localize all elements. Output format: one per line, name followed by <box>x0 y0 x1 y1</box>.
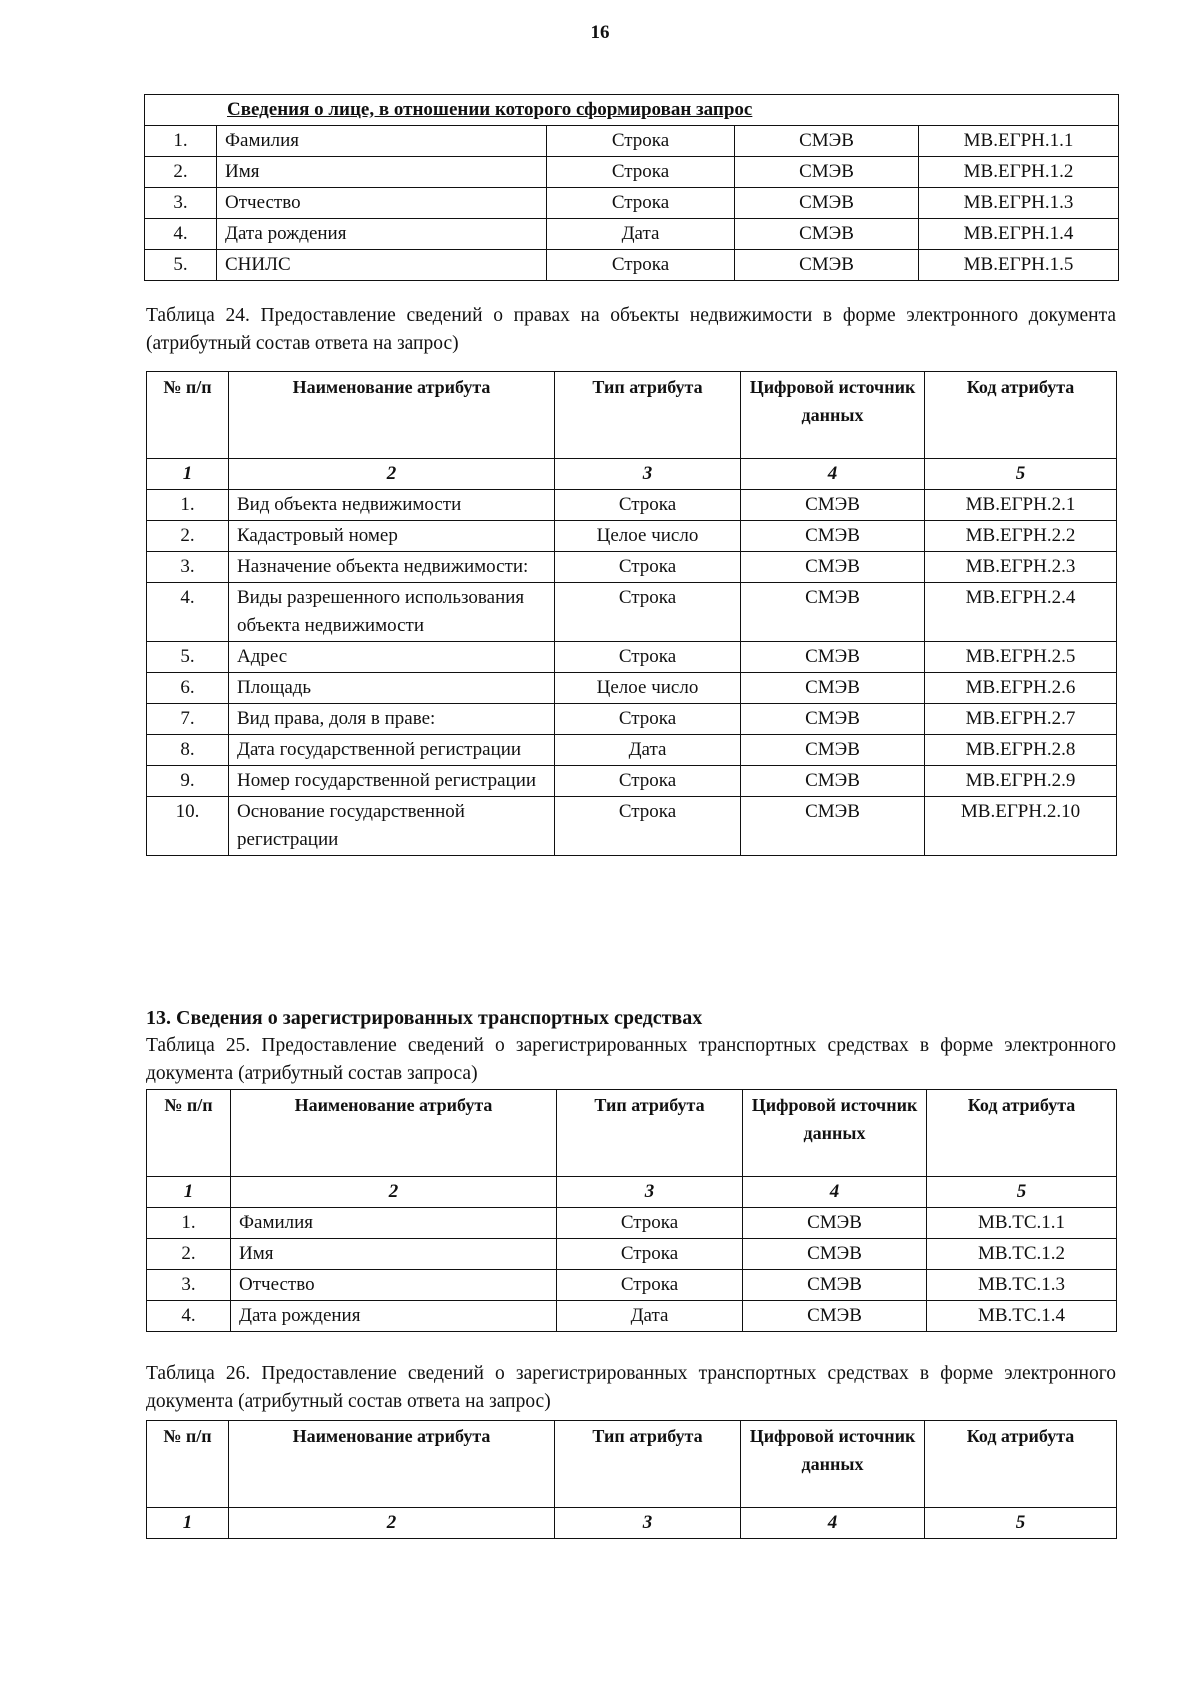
cell-name: Дата государственной регистрации <box>229 735 555 766</box>
table-header-row <box>147 372 1117 459</box>
cell-number: 10. <box>147 797 229 856</box>
page-number: 16 <box>590 22 610 43</box>
cell-name: Виды разрешенного использования объекта недвижимости <box>229 583 555 642</box>
table-24 <box>146 371 1117 856</box>
cell-name: Имя <box>231 1239 557 1270</box>
cell-source: СМЭВ <box>741 797 925 856</box>
table-row <box>147 521 1117 552</box>
table-24-caption: Таблица 24. Предоставление сведений о правах на объекты недвижимости в форме электронного документа (атрибутный состав ответа на запрос) <box>146 305 1116 354</box>
cell-type: Строка <box>555 583 741 642</box>
cell-code: МВ.ЕГРН.2.4 <box>925 583 1117 642</box>
column-number: 4 <box>741 1508 925 1539</box>
cell-name: Фамилия <box>217 126 547 157</box>
column-number: 4 <box>743 1177 927 1208</box>
table-row <box>147 490 1117 521</box>
cell-source: СМЭВ <box>741 552 925 583</box>
cell-type: Строка <box>555 797 741 856</box>
cell-source: СМЭВ <box>741 642 925 673</box>
cell-name: Назначение объекта недвижимости: <box>229 552 555 583</box>
cell-code: МВ.ЕГРН.2.3 <box>925 552 1117 583</box>
cell-type: Строка <box>557 1208 743 1239</box>
cell-name: Дата рождения <box>217 219 547 250</box>
header-type: Тип атрибута <box>555 372 741 459</box>
header-code: Код атрибута <box>925 372 1117 459</box>
column-number: 1 <box>147 459 229 490</box>
cell-type: Строка <box>547 126 735 157</box>
column-number: 3 <box>557 1177 743 1208</box>
header-number: № п/п <box>147 1421 229 1508</box>
cell-name: Фамилия <box>231 1208 557 1239</box>
cell-name: СНИЛС <box>217 250 547 281</box>
cell-type: Строка <box>547 250 735 281</box>
cell-number: 3. <box>147 552 229 583</box>
cell-type: Строка <box>555 704 741 735</box>
cell-number: 1. <box>145 126 217 157</box>
cell-code: МВ.ТС.1.1 <box>927 1208 1117 1239</box>
cell-name: Площадь <box>229 673 555 704</box>
section-13-heading: 13. Сведения о зарегистрированных транспортных средствах <box>146 1007 703 1029</box>
table-26-caption: Таблица 26. Предоставление сведений о зарегистрированных транспортных средствах в форме электронного документа (атрибутный состав ответа на запрос) <box>146 1363 1116 1412</box>
cell-number: 1. <box>147 1208 231 1239</box>
cell-source: СМЭВ <box>741 766 925 797</box>
cell-name: Номер государственной регистрации <box>229 766 555 797</box>
cell-code: МВ.ТС.1.2 <box>927 1239 1117 1270</box>
table-row <box>145 157 1119 188</box>
cell-source: СМЭВ <box>741 490 925 521</box>
cell-name: Вид права, доля в праве: <box>229 704 555 735</box>
cell-type: Строка <box>555 552 741 583</box>
column-number: 4 <box>741 459 925 490</box>
cell-source: СМЭВ <box>743 1270 927 1301</box>
cell-code: МВ.ЕГРН.2.2 <box>925 521 1117 552</box>
cell-code: МВ.ТС.1.4 <box>927 1301 1117 1332</box>
header-source: Цифровой источник данных <box>741 1421 925 1508</box>
header-name: Наименование атрибута <box>229 372 555 459</box>
table-section-row <box>145 95 1119 126</box>
header-name: Наименование атрибута <box>229 1421 555 1508</box>
table-row <box>145 250 1119 281</box>
header-source: Цифровой источник данных <box>743 1090 927 1177</box>
header-source: Цифровой источник данных <box>741 372 925 459</box>
column-number: 2 <box>229 459 555 490</box>
table-row <box>147 735 1117 766</box>
cell-code: МВ.ЕГРН.2.8 <box>925 735 1117 766</box>
cell-number: 3. <box>145 188 217 219</box>
cell-type: Целое число <box>555 673 741 704</box>
cell-code: МВ.ЕГРН.2.9 <box>925 766 1117 797</box>
cell-number: 8. <box>147 735 229 766</box>
cell-code: МВ.ЕГРН.1.5 <box>919 250 1119 281</box>
cell-code: МВ.ЕГРН.2.6 <box>925 673 1117 704</box>
header-number: № п/п <box>147 1090 231 1177</box>
table-header-row <box>147 1421 1117 1508</box>
table-row <box>147 552 1117 583</box>
table-column-numbers-row <box>147 1508 1117 1539</box>
column-number: 3 <box>555 459 741 490</box>
cell-number: 1. <box>147 490 229 521</box>
column-number: 1 <box>147 1508 229 1539</box>
column-number: 3 <box>555 1508 741 1539</box>
cell-number: 9. <box>147 766 229 797</box>
cell-type: Строка <box>547 188 735 219</box>
column-number: 1 <box>147 1177 231 1208</box>
cell-source: СМЭВ <box>735 219 919 250</box>
table-row <box>147 1301 1117 1332</box>
cell-number: 4. <box>145 219 217 250</box>
cell-name: Дата рождения <box>231 1301 557 1332</box>
cell-source: СМЭВ <box>735 250 919 281</box>
column-number: 5 <box>925 1508 1117 1539</box>
cell-type: Строка <box>557 1239 743 1270</box>
table-row <box>147 673 1117 704</box>
cell-source: СМЭВ <box>741 735 925 766</box>
cell-number: 5. <box>145 250 217 281</box>
table-26 <box>146 1420 1117 1539</box>
cell-source: СМЭВ <box>735 188 919 219</box>
cell-source: СМЭВ <box>741 583 925 642</box>
table-row <box>147 583 1117 642</box>
header-type: Тип атрибута <box>557 1090 743 1177</box>
cell-code: МВ.ТС.1.3 <box>927 1270 1117 1301</box>
cell-type: Дата <box>555 735 741 766</box>
cell-code: МВ.ЕГРН.2.7 <box>925 704 1117 735</box>
cell-type: Строка <box>547 157 735 188</box>
cell-type: Целое число <box>555 521 741 552</box>
cell-number: 7. <box>147 704 229 735</box>
table-header-row <box>147 1090 1117 1177</box>
cell-name: Отчество <box>231 1270 557 1301</box>
table-25-caption: Таблица 25. Предоставление сведений о зарегистрированных транспортных средствах в форме электронного документа (атрибутный состав запроса) <box>146 1035 1116 1084</box>
cell-number: 4. <box>147 583 229 642</box>
column-number: 2 <box>231 1177 557 1208</box>
cell-number: 3. <box>147 1270 231 1301</box>
cell-code: МВ.ЕГРН.2.1 <box>925 490 1117 521</box>
table-row <box>147 1239 1117 1270</box>
cell-number: 2. <box>145 157 217 188</box>
cell-number: 2. <box>147 521 229 552</box>
table-column-numbers-row <box>147 1177 1117 1208</box>
cell-source: СМЭВ <box>741 673 925 704</box>
cell-source: СМЭВ <box>743 1208 927 1239</box>
cell-type: Строка <box>555 490 741 521</box>
column-number: 5 <box>925 459 1117 490</box>
header-type: Тип атрибута <box>555 1421 741 1508</box>
person-request-table <box>144 94 1119 281</box>
cell-type: Дата <box>547 219 735 250</box>
cell-type: Строка <box>555 766 741 797</box>
table-column-numbers-row <box>147 459 1117 490</box>
table-row <box>147 1208 1117 1239</box>
cell-name: Отчество <box>217 188 547 219</box>
cell-type: Строка <box>555 642 741 673</box>
table-row <box>147 766 1117 797</box>
cell-type: Строка <box>557 1270 743 1301</box>
cell-type: Дата <box>557 1301 743 1332</box>
table-row <box>145 126 1119 157</box>
table-row <box>147 704 1117 735</box>
cell-code: МВ.ЕГРН.1.3 <box>919 188 1119 219</box>
cell-code: МВ.ЕГРН.1.1 <box>919 126 1119 157</box>
table-row <box>147 797 1117 856</box>
cell-source: СМЭВ <box>743 1239 927 1270</box>
cell-code: МВ.ЕГРН.1.4 <box>919 219 1119 250</box>
cell-source: СМЭВ <box>735 126 919 157</box>
cell-code: МВ.ЕГРН.2.10 <box>925 797 1117 856</box>
header-code: Код атрибута <box>927 1090 1117 1177</box>
table-row <box>147 1270 1117 1301</box>
cell-name: Вид объекта недвижимости <box>229 490 555 521</box>
cell-code: МВ.ЕГРН.1.2 <box>919 157 1119 188</box>
cell-number: 5. <box>147 642 229 673</box>
cell-number: 4. <box>147 1301 231 1332</box>
table-25 <box>146 1089 1117 1332</box>
cell-name: Кадастровый номер <box>229 521 555 552</box>
cell-number: 6. <box>147 673 229 704</box>
header-code: Код атрибута <box>925 1421 1117 1508</box>
header-name: Наименование атрибута <box>231 1090 557 1177</box>
cell-source: СМЭВ <box>741 521 925 552</box>
table-row <box>145 188 1119 219</box>
cell-source: СМЭВ <box>743 1301 927 1332</box>
cell-source: СМЭВ <box>741 704 925 735</box>
cell-code: МВ.ЕГРН.2.5 <box>925 642 1117 673</box>
column-number: 2 <box>229 1508 555 1539</box>
cell-name: Основание государственной регистрации <box>229 797 555 856</box>
cell-name: Имя <box>217 157 547 188</box>
cell-number: 2. <box>147 1239 231 1270</box>
cell-name: Адрес <box>229 642 555 673</box>
column-number: 5 <box>927 1177 1117 1208</box>
table-row <box>145 219 1119 250</box>
section-title: Сведения о лице, в отношении которого сформирован запрос <box>145 95 1119 126</box>
header-number: № п/п <box>147 372 229 459</box>
table-row <box>147 642 1117 673</box>
cell-source: СМЭВ <box>735 157 919 188</box>
